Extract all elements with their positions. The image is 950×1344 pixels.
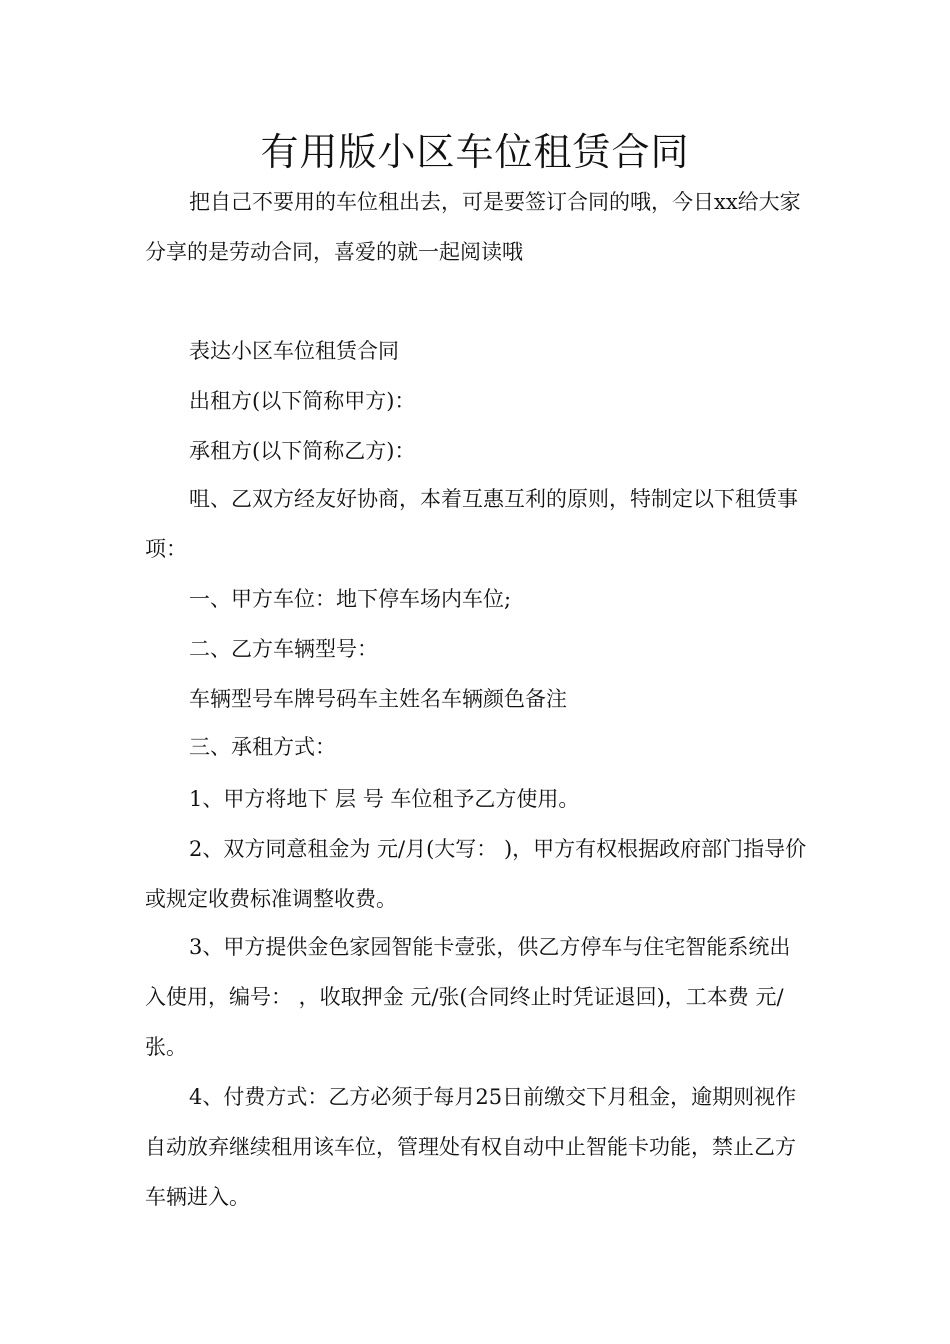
paragraph-item-four: 4、付费方式：乙方必须于每月25日前缴交下月租金，逾期则视作自动放弃继续租用该车位，管理处有权自动中止智能卡功能，禁止乙方车辆进入。: [145, 1085, 797, 1209]
clause-three-block: [145, 722, 809, 772]
paragraph-clause-three: 三、承租方式：: [189, 735, 336, 759]
intro-paragraph: [145, 177, 809, 277]
paragraph-lessee: 承租方(以下简称乙方)：: [189, 439, 416, 463]
clause-two-block: [145, 624, 809, 674]
agreement-intro-block: [145, 474, 809, 574]
item-three-block: [145, 922, 809, 1072]
paragraph-clause-two: 二、乙方车辆型号：: [189, 637, 378, 661]
item-two-block: [145, 824, 809, 924]
paragraph-vehicle-fields: 车辆型号车牌号码车主姓名车辆颜色备注: [189, 687, 567, 711]
paragraph-agreement-intro: 咀、乙双方经友好协商，本着互惠互利的原则，特制定以下租赁事项：: [145, 487, 798, 561]
clause-one-block: [145, 574, 809, 624]
paragraph-item-one: 1、甲方将地下 层 号 车位租予乙方使用。: [189, 787, 580, 811]
paragraph-clause-one: 一、甲方车位：地下停车场内车位;: [189, 587, 512, 611]
vehicle-fields-block: [145, 674, 809, 724]
lessee-block: [145, 426, 809, 476]
document-title: 有用版小区车位租赁合同: [260, 130, 690, 174]
paragraph-intro: 把自己不要用的车位租出去，可是要签订合同的哦，今日xx给大家分享的是劳动合同，喜爱的就一起阅读哦: [145, 190, 801, 264]
paragraph-lessor: 出租方(以下简称甲方)：: [189, 389, 416, 413]
paragraph-item-two: 2、双方同意租金为 元/月(大写： )，甲方有权根据政府部门指导价或规定收费标准调整收费。: [145, 837, 807, 911]
lessor-block: [145, 376, 809, 426]
paragraph-item-three: 3、甲方提供金色家园智能卡壹张，供乙方停车与住宅智能系统出入使用，编号： ，收取押金 元/张(合同终止时凭证退回)，工本费 元/张。: [145, 935, 791, 1059]
item-one-block: [145, 774, 809, 824]
contract-heading-block: [145, 326, 809, 376]
item-four-block: [145, 1072, 809, 1222]
paragraph-contract-heading: 表达小区车位租赁合同: [189, 339, 399, 363]
